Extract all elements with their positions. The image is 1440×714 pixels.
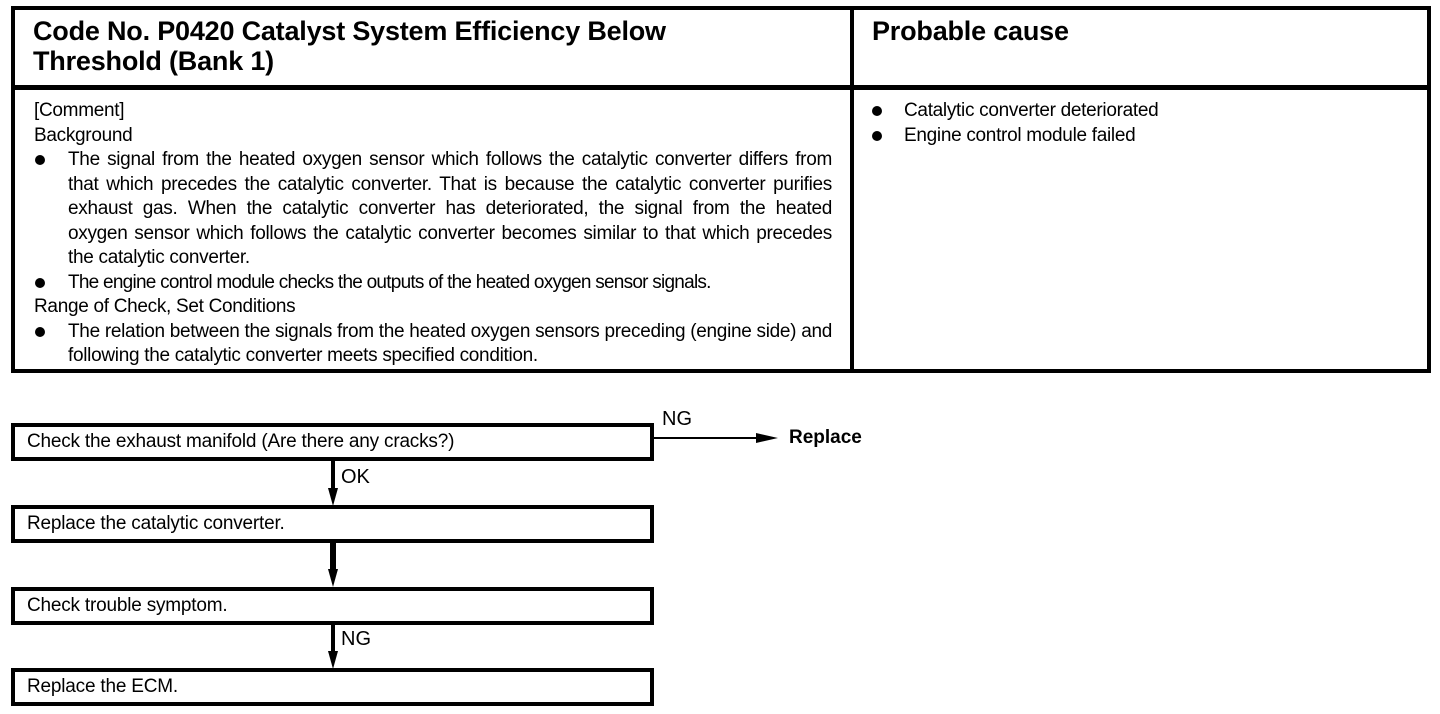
background-bullet: [34, 148, 832, 271]
flow-ok-label: OK: [341, 466, 370, 488]
code-title-line-2: Threshold (Bank 1): [33, 46, 274, 76]
range-bullet: [34, 320, 832, 369]
diagnostic-table: [11, 6, 1431, 373]
background-label: Background: [34, 124, 133, 146]
flow-step-replace-ecm: Replace the ECM.: [11, 668, 654, 706]
probable-cause-cell: [854, 90, 1427, 369]
arrow-down-icon: [327, 569, 339, 587]
comment-cell: [15, 90, 850, 369]
probable-cause-heading: Probable cause: [872, 16, 1069, 46]
flow-step-replace-converter: Replace the catalytic converter.: [11, 505, 654, 543]
bullet-dot-icon: [870, 99, 904, 124]
arrow-right-icon: [756, 432, 778, 444]
bullet-dot-icon: [870, 124, 904, 149]
comment-label: [Comment]: [34, 100, 125, 121]
background-bullet-text: The signal from the heated oxygen sensor which follows the catalytic converter differs from that which precedes the catalytic converter. That is because the catalytic converter purifies exhaust gas. When the catalytic converter has deteriorated, the signal from the heated oxygen sensor which follows the catalytic converter becomes similar to that which precedes the catalytic converter.: [68, 149, 832, 268]
flow-step-check-manifold: Check the exhaust manifold (Are there any cracks?): [11, 423, 654, 461]
range-bullet-text: The relation between the signals from the heated oxygen sensors preceding (engine side) and following the catalytic converter meets specified condition.: [68, 320, 832, 366]
bullet-dot-icon: [34, 271, 68, 296]
bullet-dot-icon: [34, 320, 68, 369]
range-label: Range of Check, Set Conditions: [34, 296, 296, 317]
code-title-line-1: Code No. P0420 Catalyst System Efficiency Below: [33, 16, 666, 46]
arrow-down-icon: [327, 488, 339, 506]
arrow-down-icon: [327, 651, 339, 669]
flow-ok-connector: [331, 461, 335, 491]
flow-ng-label: NG: [341, 628, 371, 650]
cause-item: [870, 99, 1427, 124]
background-bullet: [34, 271, 832, 296]
flow-step-check-symptom: Check trouble symptom.: [11, 587, 654, 625]
cause-text: Engine control module failed: [904, 124, 1136, 146]
probable-cause-header-cell: [854, 10, 1427, 85]
cause-text: Catalytic converter deteriorated: [904, 100, 1159, 121]
flow-ng-label: NG: [662, 408, 692, 430]
flow-replace-action: Replace: [789, 427, 862, 448]
cause-item: [870, 124, 1427, 149]
background-bullet-text: The engine control module checks the outputs of the heated oxygen sensor signals.: [68, 271, 711, 293]
flow-ng-connector: [654, 437, 762, 439]
flow-connector: [330, 543, 336, 571]
flow-ng-connector: [331, 625, 335, 653]
bullet-dot-icon: [34, 148, 68, 271]
code-title-cell: [15, 10, 850, 85]
